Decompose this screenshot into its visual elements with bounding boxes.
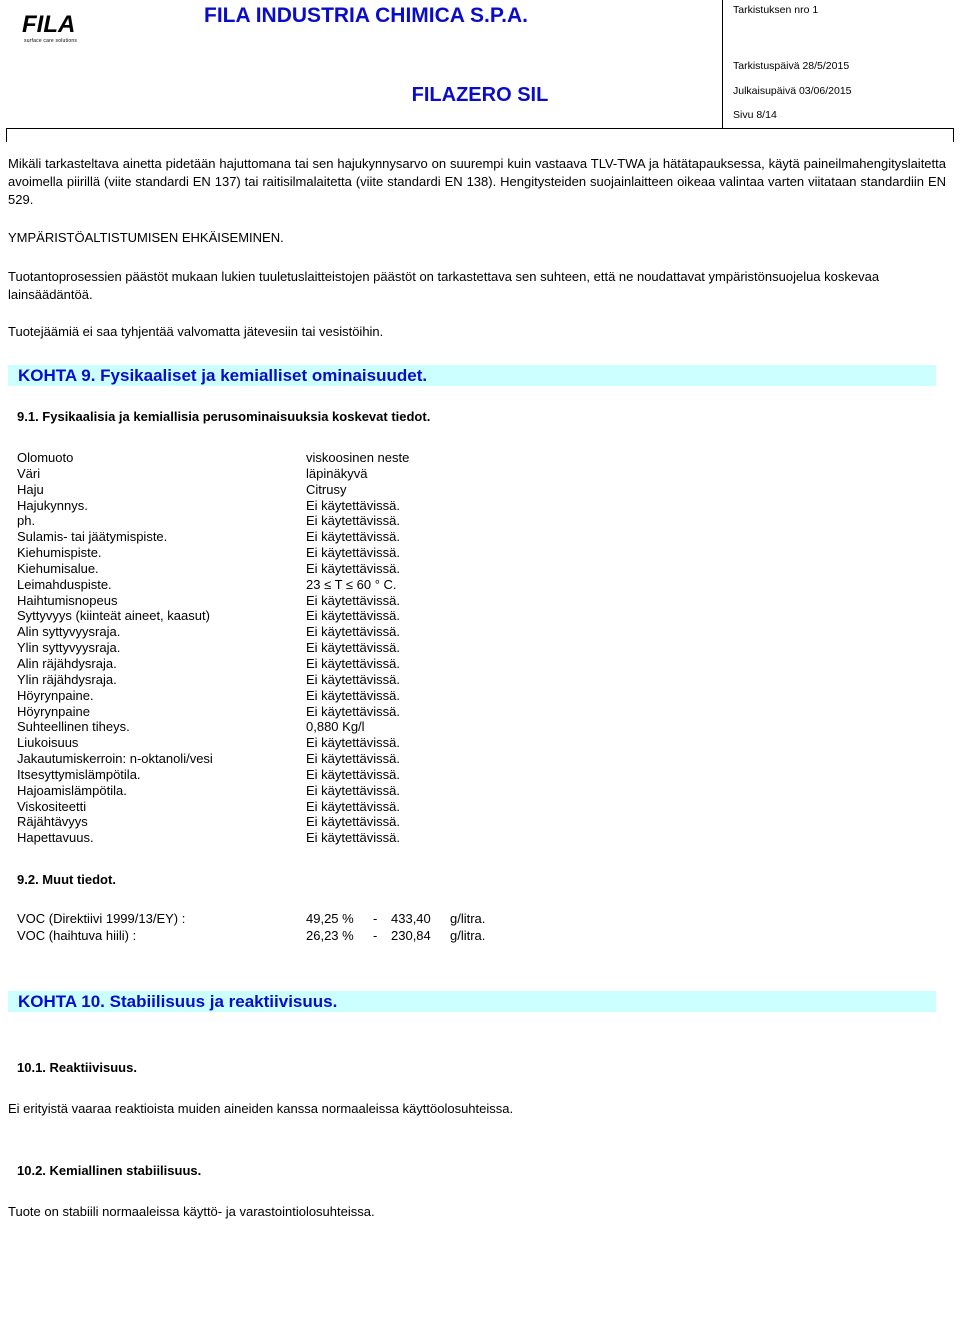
property-name: Sulamis- tai jäätymispiste.: [17, 529, 168, 545]
property-value: Ei käytettävissä.: [306, 751, 400, 767]
property-row: [17, 466, 517, 482]
product-name: FILAZERO SIL: [411, 84, 549, 106]
voc-dash: -: [373, 928, 378, 943]
property-name: Viskositeetti: [17, 798, 87, 814]
property-name: Hapettavuus.: [17, 830, 94, 846]
voc-label: VOC (Direktiivi 1999/13/EY) :: [17, 911, 186, 926]
property-value: Ei käytettävissä.: [306, 814, 400, 830]
property-value: Ei käytettävissä.: [306, 545, 400, 561]
environment-heading: YMPÄRISTÖALTISTUMISEN EHKÄISEMINEN.: [8, 230, 284, 245]
property-row: [17, 545, 517, 561]
reactivity-text: Ei erityistä vaaraa reaktioista muiden aineiden kanssa normaaleissa käyttöolosuhteissa.: [8, 1101, 514, 1116]
emissions-paragraph: Tuotantoprosessien päästöt mukaan lukien tuuletuslaitteistojen päästöt on tarkastettava sen suhteen, että ne noudattavat ympäristönsuojelua koskevaa lainsäädäntöä.: [8, 269, 880, 302]
publication-date: Julkaisupäivä 03/06/2015: [733, 85, 852, 97]
document-header: [6, 0, 954, 128]
property-value: Ei käytettävissä.: [306, 640, 400, 656]
property-row: [17, 577, 517, 593]
property-name: Hajoamislämpötila.: [17, 782, 127, 798]
property-row: [17, 450, 517, 466]
revision-number: Tarkistuksen nro 1: [733, 4, 819, 16]
subsection-9-2: 9.2. Muut tiedot.: [17, 872, 116, 887]
property-row: [17, 640, 517, 656]
voc-unit: g/litra.: [450, 911, 486, 926]
voc-percent: 49,25 %: [306, 911, 354, 926]
property-row: [17, 735, 517, 751]
revision-info: [722, 0, 955, 128]
property-name: ph.: [17, 513, 36, 529]
voc-dash: -: [373, 911, 378, 926]
logo-subtext: surface care solutions: [24, 38, 78, 44]
property-row: [17, 529, 517, 545]
property-name: Leimahduspiste.: [17, 576, 112, 592]
property-row: [17, 593, 517, 609]
property-value: 23 ≤ T ≤ 60 ° C.: [306, 576, 397, 592]
property-value: Ei käytettävissä.: [306, 608, 400, 624]
voc-percent: 26,23 %: [306, 928, 354, 943]
property-name: Itsesyttymislämpötila.: [17, 766, 141, 782]
logo-text: FILA: [22, 11, 76, 36]
property-row: [17, 656, 517, 672]
property-row: [17, 751, 517, 767]
voc-unit: g/litra.: [450, 928, 486, 943]
property-value: viskoosinen neste: [306, 450, 410, 465]
property-row: [17, 830, 517, 846]
property-name: Höyrynpaine: [17, 703, 90, 719]
residues-paragraph: Tuotejäämiä ei saa tyhjentää valvomatta jätevesiin tai vesistöihin.: [8, 324, 384, 339]
property-row: [17, 799, 517, 815]
property-name: Räjähtävyys: [17, 814, 88, 830]
property-value: Ei käytettävissä.: [306, 513, 400, 529]
property-value: Ei käytettävissä.: [306, 497, 400, 513]
property-name: Haju: [17, 481, 44, 497]
left-border: [6, 128, 7, 142]
property-name: Hajukynnys.: [17, 497, 88, 513]
property-value: Ei käytettävissä.: [306, 624, 400, 640]
property-row: [17, 672, 517, 688]
property-value: Ei käytettävissä.: [306, 830, 400, 846]
monitoring-paragraph: Mikäli tarkasteltava ainetta pidetään hajuttomana tai sen hajukynnysarvo on suurempi kuin vastaava TLV-TWA ja hätätapauksessa, käytä paineilmahengityslaitetta avoimella piirillä (viite standardi EN 137) tai raitisilmalaitetta (viite standardi EN 138). Hengitysteiden suojainlaitteen oikeaa valintaa varten viitataan standardiin EN 529.: [8, 156, 946, 207]
property-value: Ei käytettävissä.: [306, 560, 400, 576]
revision-date: Tarkistuspäivä 28/5/2015: [733, 60, 850, 72]
stability-text: Tuote on stabiili normaaleissa käyttö- ja varastointiolosuhteissa.: [8, 1204, 375, 1219]
subsection-10-2: 10.2. Kemiallinen stabiilisuus.: [17, 1163, 202, 1178]
property-name: Ylin räjähdysraja.: [17, 671, 117, 687]
property-value: läpinäkyvä: [306, 465, 368, 481]
voc-amount: 230,84: [391, 928, 431, 943]
property-name: Syttyvyys (kiinteät aineet, kaasut): [17, 608, 210, 624]
property-name: Liukoisuus: [17, 735, 79, 751]
voc-row: [17, 928, 617, 944]
property-name: Höyrynpaine.: [17, 687, 94, 703]
header-divider: [6, 128, 954, 129]
voc-row: [17, 911, 617, 927]
property-name: Alin syttyvyysraja.: [17, 624, 121, 640]
property-name: Kiehumispiste.: [17, 545, 102, 561]
property-row: [17, 688, 517, 704]
property-value: Ei käytettävissä.: [306, 655, 400, 671]
property-name: Ylin syttyvyysraja.: [17, 640, 121, 656]
property-name: Kiehumisalue.: [17, 560, 99, 576]
property-name: Suhteellinen tiheys.: [17, 719, 130, 735]
property-value: Ei käytettävissä.: [306, 782, 400, 798]
property-value: Ei käytettävissä.: [306, 687, 400, 703]
property-row: [17, 608, 517, 624]
property-row: [17, 482, 517, 498]
property-value: 0,880 Kg/l: [306, 719, 365, 735]
section-9-title: KOHTA 9. Fysikaaliset ja kemialliset ominaisuudet.: [8, 365, 936, 386]
property-row: [17, 783, 517, 799]
property-row: [17, 767, 517, 783]
section-10-title: KOHTA 10. Stabiilisuus ja reaktiivisuus.: [8, 991, 936, 1012]
subsection-10-1: 10.1. Reaktiivisuus.: [17, 1060, 137, 1075]
property-value: Ei käytettävissä.: [306, 529, 400, 545]
property-name: Olomuoto: [17, 450, 74, 465]
property-name: Väri: [17, 465, 41, 481]
company-name: FILA INDUSTRIA CHIMICA S.P.A.: [204, 4, 528, 27]
voc-amount: 433,40: [391, 911, 431, 926]
property-row: [17, 561, 517, 577]
property-row: [17, 624, 517, 640]
subsection-9-1: 9.1. Fysikaalisia ja kemiallisia perusominaisuuksia koskevat tiedot.: [17, 409, 431, 424]
property-row: [17, 719, 517, 735]
properties-table: [17, 450, 517, 846]
property-value: Ei käytettävissä.: [306, 766, 400, 782]
page-number: Sivu 8/14: [733, 109, 777, 121]
property-name: Jakautumiskerroin: n-oktanoli/vesi: [17, 751, 213, 767]
property-value: Ei käytettävissä.: [306, 735, 400, 751]
property-value: Citrusy: [306, 481, 347, 497]
property-name: Haihtumisnopeus: [17, 592, 118, 608]
voc-label: VOC (haihtuva hiili) :: [17, 928, 137, 943]
property-value: Ei käytettävissä.: [306, 592, 400, 608]
property-row: [17, 498, 517, 514]
property-name: Alin räjähdysraja.: [17, 655, 117, 671]
property-value: Ei käytettävissä.: [306, 671, 400, 687]
right-border: [953, 128, 954, 142]
property-row: [17, 814, 517, 830]
property-row: [17, 513, 517, 529]
property-row: [17, 704, 517, 720]
property-value: Ei käytettävissä.: [306, 703, 400, 719]
property-value: Ei käytettävissä.: [306, 798, 400, 814]
